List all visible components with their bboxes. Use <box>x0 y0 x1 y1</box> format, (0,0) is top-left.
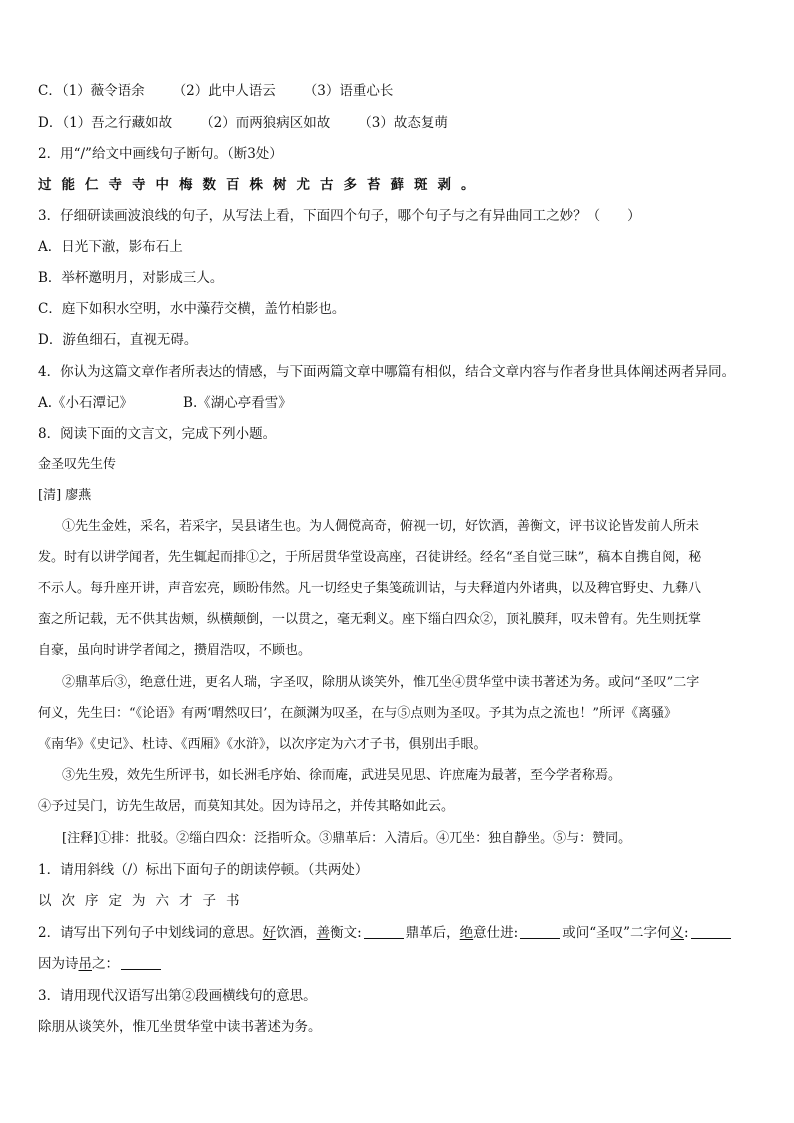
passage-p1-line-5: 自豪，虽向时讲学者闻之，攒眉浩叹，不顾也。 <box>38 643 312 658</box>
question-8-heading: 8．阅读下面的文言文，完成下列小题。 <box>38 426 277 442</box>
passage-p2-line-3: 《南华》《史记》、杜诗、《西厢》《水浒》，以次序定为六才子书，俱别出手眼。 <box>38 737 487 752</box>
question-4-options <box>38 394 764 412</box>
option-d-row <box>38 114 764 132</box>
passage-p1-line-3: 不示人。每升座开讲，声音宏亮，顾盼伟然。凡一切经史子集笺疏训诂，与夫释道内外诸典，以及稗官野史、九彝八 <box>38 581 702 596</box>
question-2-prompt: 2．用“/”给文中画线句子断句。（断3处） <box>38 146 283 162</box>
subquestion-2-line-1 <box>38 924 764 942</box>
answer-blank-2[interactable] <box>520 924 560 939</box>
question-3-option-b: B．举杯邀明月，对影成三人。 <box>38 270 224 286</box>
text-segment: 鼎革后， <box>405 925 460 941</box>
answer-blank-4[interactable] <box>121 955 161 970</box>
passage-p1-line-4: 蛮之所记载，无不供其齿颊，纵横颠倒，一以贯之，毫无剩义。座下缁白四众②，顶礼膜拜，叹未曾有。先生则抚掌 <box>38 612 702 627</box>
subquestion-3-sentence: 除朋从谈笑外，惟兀坐贯华堂中读书著述为务。 <box>38 1019 322 1035</box>
subquestion-2-prompt: 2．请写出下列句子中划线词的意思。 <box>38 925 263 941</box>
question-3-option-d: D．游鱼细石，直视无碍。 <box>38 332 198 348</box>
underlined-word-yi: 义 <box>670 925 685 941</box>
answer-blank-3[interactable] <box>691 924 731 939</box>
option-c-row <box>38 82 764 100</box>
question-4-prompt: 4．你认为这篇文章作者所表达的情感，与下面两篇文章中哪篇有相似，结合文章内容与作者身世具体阐述两者异同。 <box>38 364 736 380</box>
question-2-sentence: 过能仁寺寺中梅数百株树尤古多苔藓斑剥。 <box>38 177 485 193</box>
text-segment: 因为诗 <box>38 956 79 972</box>
underlined-word-jue: 绝 <box>459 925 474 941</box>
passage-notes: [注释]①排：批驳。②缁白四众：泛指听众。③鼎革后：入清后。④兀坐：独自静坐。⑤与：赞同。 <box>62 831 632 846</box>
subquestion-2-line-2 <box>38 955 764 973</box>
text-segment: 之： <box>92 956 119 972</box>
text-segment: 饮酒， <box>276 925 317 941</box>
question-3-prompt: 3．仔细研读画波浪线的句子，从写法上看，下面四个句子，哪个句子与之有异曲同工之妙？（ ） <box>38 208 641 224</box>
option-c-item-1: （1）薇令语余 <box>61 83 145 99</box>
question-4-option-b: B.《湖心亭看雪》 <box>183 395 292 411</box>
question-4-option-a: A.《小石潭记》 <box>38 395 134 411</box>
option-c-item-2: （2）此中人语云 <box>172 83 276 99</box>
answer-blank-1[interactable] <box>364 924 404 939</box>
question-3-option-c: C．庭下如积水空明，水中藻荇交横，盖竹柏影也。 <box>38 301 346 317</box>
passage-p2-line-1: ②鼎革后③，绝意仕进，更名人瑞，字圣叹，除朋从谈笑外，惟兀坐④贯华堂中读书著述为务。或问“圣叹”二字 <box>62 675 700 690</box>
subquestion-1-sentence: 以次序定为六才子书 <box>38 893 250 909</box>
passage-author: [清] 廖燕 <box>38 488 92 503</box>
text-segment: 衡文: <box>330 925 362 941</box>
option-c-label: C． <box>38 83 62 99</box>
text-segment: 意仕进: <box>473 925 519 941</box>
underlined-word-shan: 善 <box>316 925 331 941</box>
question-3-option-a: A．日光下澈，影布石上 <box>38 239 183 255</box>
underlined-word-diao: 吊 <box>78 956 92 972</box>
subquestion-3-prompt: 3．请用现代汉语写出第②段画横线句的意思。 <box>38 988 317 1004</box>
option-d-label: D． <box>38 115 63 131</box>
option-d-item-2: （2）而两狼病区如故 <box>200 115 331 131</box>
option-d-item-1: （1）吾之行藏如故 <box>62 115 173 131</box>
passage-p2-line-2: 何义，先生曰：“《论语》有两‘喟然叹曰’，在颜渊为叹圣，在与⑤点则为圣叹。予其为点之流也！”所评《离骚》 <box>38 706 678 721</box>
text-segment: : <box>684 925 689 941</box>
passage-p1-line-2: 发。时有以讲学闻者，先生辄起而排①之，于所居贯华堂设高座，召徒讲经。经名“圣自觉三昧”，稿本自携自阅，秘 <box>38 550 702 565</box>
passage-p1-line-1: ①先生金姓，采名，若采字，吴县诸生也。为人倜傥高奇，俯视一切，好饮酒，善衡文，评书议论皆发前人所未 <box>62 519 700 534</box>
passage-p3: ③先生殁，效先生所评书，如长洲毛序始、徐而庵，武进吴见思、许庶庵为最著，至今学者称焉。 <box>62 768 622 783</box>
passage-p4: ④予过吴门，访先生故居，而莫知其处。因为诗吊之，并传其略如此云。 <box>38 799 455 814</box>
passage-title: 金圣叹先生传 <box>38 457 117 472</box>
option-d-item-3: （3）故态复萌 <box>358 115 448 131</box>
text-segment: 或问“圣叹”二字何 <box>562 925 671 941</box>
underlined-word-hao: 好 <box>262 925 277 941</box>
option-c-item-3: （3）语重心长 <box>303 83 394 99</box>
subquestion-1-prompt: 1．请用斜线（/）标出下面句子的朗读停顿。（共两处） <box>38 862 369 878</box>
